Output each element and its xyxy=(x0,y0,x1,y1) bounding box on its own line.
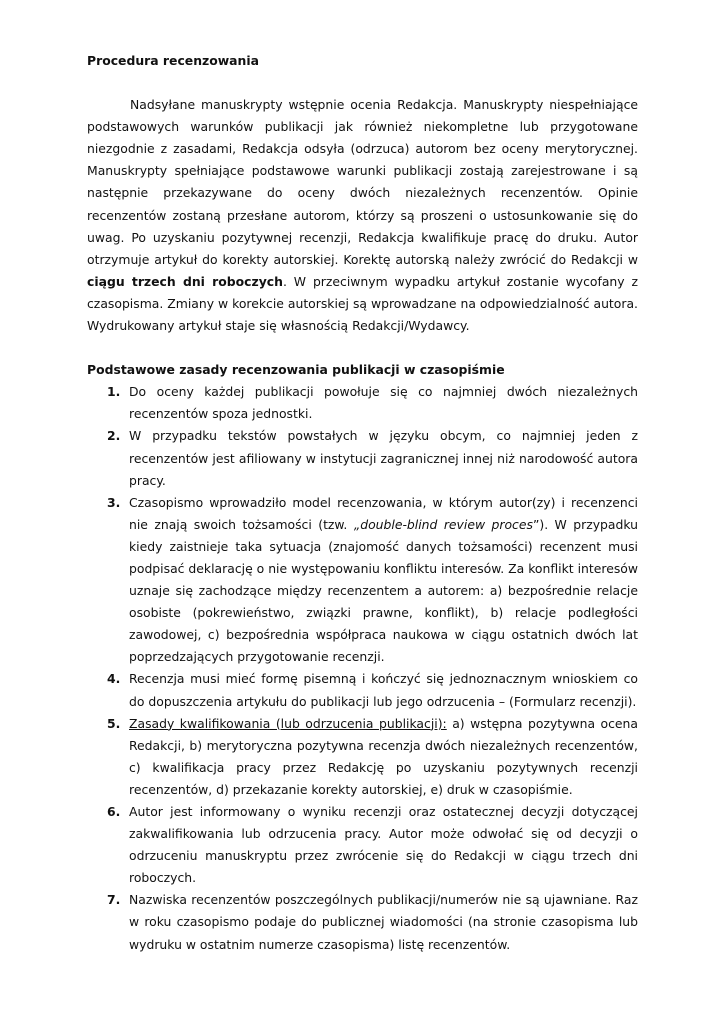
rule-text: Recenzja musi mieć formę pisemną i kończyć się jednoznacznym wnioskiem co do dopuszczenia artykułu do publikacji lub jego odrzucenia – (Formularz recenzji). xyxy=(129,671,638,709)
rule-item-2 xyxy=(87,425,638,491)
intro-text-part1: Nadsyłane manuskrypty wstępnie ocenia Redakcja. Manuskrypty niespełniające podstawowych warunków publikacji jak również niekompletne lub przygotowane niezgodnie z zasadami, Redakcja odsyła (odrzuca) autorom bez oceny merytorycznej. Manuskrypty spełniające podstawowe warunki publikacji zostają zarejestrowane i są następnie przekazywane do oceny dwóch niezależnych recenzentów. Opinie recenzentów zostaną przesłane autorom, którzy są proszeni o ustosunkowanie się do uwag. Po uzyskaniu pozytywnej recenzji, Redakcja kwalifikuje pracę do druku. Autor otrzymuje artykuł do korekty autorskiej. Korektę autorską należy zwrócić do Redakcji w xyxy=(87,97,638,267)
rule-text: a) wstępna pozytywna ocena Redakcji, b) merytoryczna pozytywna recenzja dwóch niezależnych recenzentów, c) kwalifikacja pracy przez Redakcję po uzyskaniu pozytywnych recenzji recenzentów, d) przekazanie korekty autorskiej, e) druk w czasopiśmie. xyxy=(129,715,638,797)
intro-bold-deadline: ciągu trzech dni roboczych xyxy=(87,273,283,289)
rule-item-6 xyxy=(87,801,638,889)
rule-text: Autor jest informowany o wyniku recenzji oraz ostatecznej decyzji dotyczącej zakwalifikowania lub odrzucenia pracy. Autor może odwołać się od decyzji o odrzuceniu manuskryptu przez zwrócenie się do Redakcji w ciągu trzech dni roboczych. xyxy=(129,804,638,886)
rule-text-italic: „double-blind review proces xyxy=(353,516,533,532)
document-page xyxy=(87,50,638,956)
rule-number: 1. xyxy=(107,384,121,400)
rule-number: 4. xyxy=(107,671,121,687)
rule-item-7 xyxy=(87,889,638,955)
rules-heading: Podstawowe zasady recenzowania publikacji w czasopiśmie xyxy=(87,362,505,378)
procedure-heading: Procedura recenzowania xyxy=(87,53,259,68)
rule-item-5 xyxy=(87,713,638,801)
rule-text: W przypadku tekstów powstałych w języku obcym, co najmniej jeden z recenzentów jest afiliowany w instytucji zagranicznej innej niż narodowość autora pracy. xyxy=(129,428,638,488)
rule-item-1 xyxy=(87,381,638,425)
rule-number: 3. xyxy=(107,494,121,510)
rule-text: Nazwiska recenzentów poszczególnych publikacji/numerów nie są ujawniane. Raz w roku czasopismo podaje do publicznej wiadomości (na stronie czasopisma lub wydruku w ostatnim numerze czasopisma) listę recenzentów. xyxy=(129,892,638,952)
intro-paragraph xyxy=(87,94,638,337)
intro-text-part2: . W przeciwnym wypadku artykuł zostanie wycofany z czasopisma. Zmiany w korekcie autorskiej są wprowadzane na odpowiedzialność autora. Wydrukowany artykuł staje się własnością Redakcji/Wydawcy. xyxy=(87,273,638,334)
rule-number: 2. xyxy=(107,428,121,444)
rule-number: 7. xyxy=(107,892,121,908)
rule-item-4 xyxy=(87,668,638,712)
rule-number: 6. xyxy=(107,804,121,819)
rule-number: 5. xyxy=(107,715,121,731)
rule-text: Do oceny każdej publikacji powołuje się co najmniej dwóch niezależnych recenzentów spoza jednostki. xyxy=(129,384,638,422)
rules-list xyxy=(87,381,638,955)
rule-text-before: Czasopismo wprowadziło model recenzowania, w którym autor(zy) i recenzenci nie znają swoich tożsamości (tzw. xyxy=(129,494,638,532)
rule-text-underlined: Zasady kwalifikowania (lub odrzucenia publikacji): xyxy=(129,715,447,731)
rule-item-3 xyxy=(87,492,638,669)
rule-text-after: ”). W przypadku kiedy zaistnieje taka sytuacja (znajomość danych tożsamości) recenzent musi podpisać deklarację o nie występowaniu konfliktu interesów. Za konflikt interesów uznaje się zachodzące między recenzentem a autorem: a) bezpośrednie relacje osobiste (pokrewieństwo, związki prawne, konflikt), b) relacje podległości zawodowej, c) bezpośrednia współpraca naukowa w ciągu ostatnich dwóch lat poprzedzających przygotowanie recenzji. xyxy=(129,516,638,665)
